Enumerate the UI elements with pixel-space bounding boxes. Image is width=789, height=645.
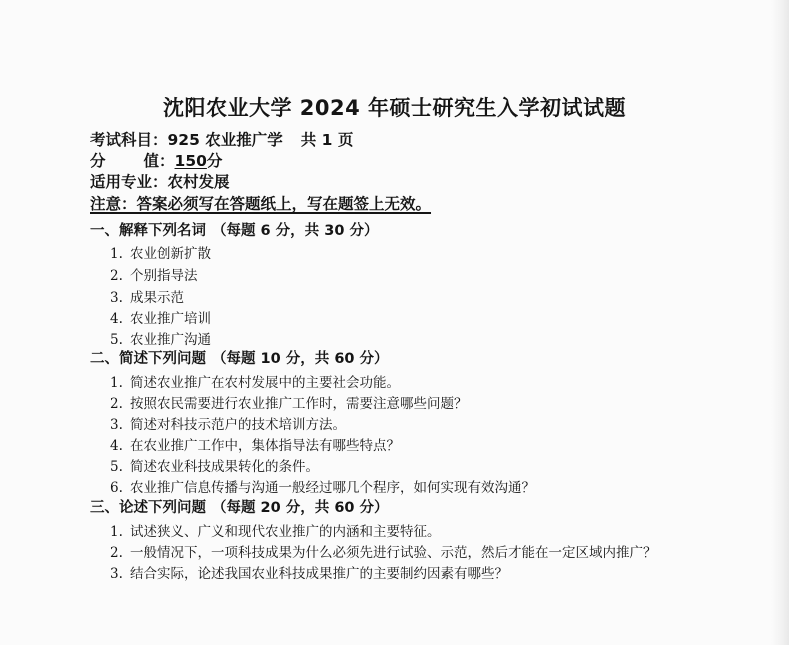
- question-item: [110, 392, 468, 412]
- question-text: 结合实际，论述我国农业科技成果推广的主要制约因素有哪些？: [130, 566, 508, 582]
- score-value: 150: [174, 152, 207, 170]
- question-text: 农业创新扩散: [130, 246, 211, 262]
- section-heading: [90, 219, 378, 240]
- section-requirement: （每题 10 分，共 60 分）: [212, 351, 389, 367]
- question-number: 3.: [110, 417, 123, 433]
- subject-label: 考试科目：: [90, 131, 168, 149]
- question-number: 5.: [110, 332, 123, 348]
- section-requirement: （每题 6 分，共 30 分）: [212, 223, 379, 239]
- score-label-a: 分: [90, 152, 106, 170]
- question-item: [110, 455, 319, 475]
- question-number: 2.: [110, 396, 123, 412]
- major-value: 农村发展: [167, 173, 230, 191]
- question-number: 3.: [110, 290, 123, 306]
- question-text: 成果示范: [130, 290, 184, 306]
- question-text: 农业推广信息传播与沟通一般经过哪几个程序，如何实现有效沟通？: [130, 480, 535, 496]
- exam-title: 沈阳农业大学 2024 年硕士研究生入学初试试题: [162, 96, 627, 120]
- exam-notice: 注意：答案必须写在答题纸上，写在题签上无效。: [90, 195, 432, 213]
- question-item: [110, 371, 400, 391]
- subject-value: 925 农业推广学: [167, 131, 283, 149]
- question-number: 1.: [110, 524, 123, 540]
- exam-major-line: [90, 170, 230, 192]
- question-text: 按照农民需要进行农业推广工作时，需要注意哪些问题？: [130, 396, 468, 412]
- question-item: [110, 520, 441, 540]
- question-item: [110, 307, 211, 327]
- score-label-b: 值：: [143, 152, 175, 170]
- question-item: [110, 286, 184, 306]
- question-item: [110, 413, 346, 433]
- score-unit: 分: [206, 152, 223, 170]
- question-text: 个别指导法: [130, 268, 198, 284]
- question-number: 1.: [110, 246, 123, 262]
- section-title: 二、简述下列问题: [90, 351, 206, 367]
- question-text: 简述农业科技成果转化的条件。: [130, 459, 319, 475]
- section-heading: [90, 347, 389, 368]
- major-label: 适用专业：: [90, 173, 168, 191]
- question-number: 2.: [110, 545, 123, 561]
- exam-subject-line: [90, 128, 353, 150]
- question-text: 试述狭义、广义和现代农业推广的内涵和主要特征。: [130, 524, 441, 540]
- section-title: 三、论述下列问题: [90, 500, 206, 516]
- question-item: [110, 328, 211, 348]
- question-number: 5.: [110, 459, 123, 475]
- section-title: 一、解释下列名词: [90, 223, 206, 239]
- question-item: [110, 562, 508, 582]
- question-number: 4.: [110, 438, 123, 454]
- question-text: 简述农业推广在农村发展中的主要社会功能。: [130, 375, 400, 391]
- question-item: [110, 242, 211, 262]
- page-count: 共 1 页: [300, 131, 354, 149]
- question-text: 农业推广沟通: [130, 332, 211, 348]
- question-number: 6.: [110, 480, 123, 496]
- question-item: [110, 541, 657, 561]
- question-number: 3.: [110, 566, 123, 582]
- question-text: 在农业推广工作中，集体指导法有哪些特点？: [130, 438, 400, 454]
- question-item: [110, 476, 535, 496]
- question-text: 一般情况下，一项科技成果为什么必须先进行试验、示范，然后才能在一定区域内推广？: [130, 545, 657, 561]
- question-item: [110, 264, 198, 284]
- section-requirement: （每题 20 分，共 60 分）: [212, 500, 389, 516]
- question-number: 1.: [110, 375, 123, 391]
- question-item: [110, 434, 400, 454]
- question-text: 农业推广培训: [130, 311, 211, 327]
- question-number: 2.: [110, 268, 123, 284]
- question-text: 简述对科技示范户的技术培训方法。: [130, 417, 346, 433]
- section-heading: [90, 496, 389, 517]
- question-number: 4.: [110, 311, 123, 327]
- exam-score-line: [90, 149, 222, 171]
